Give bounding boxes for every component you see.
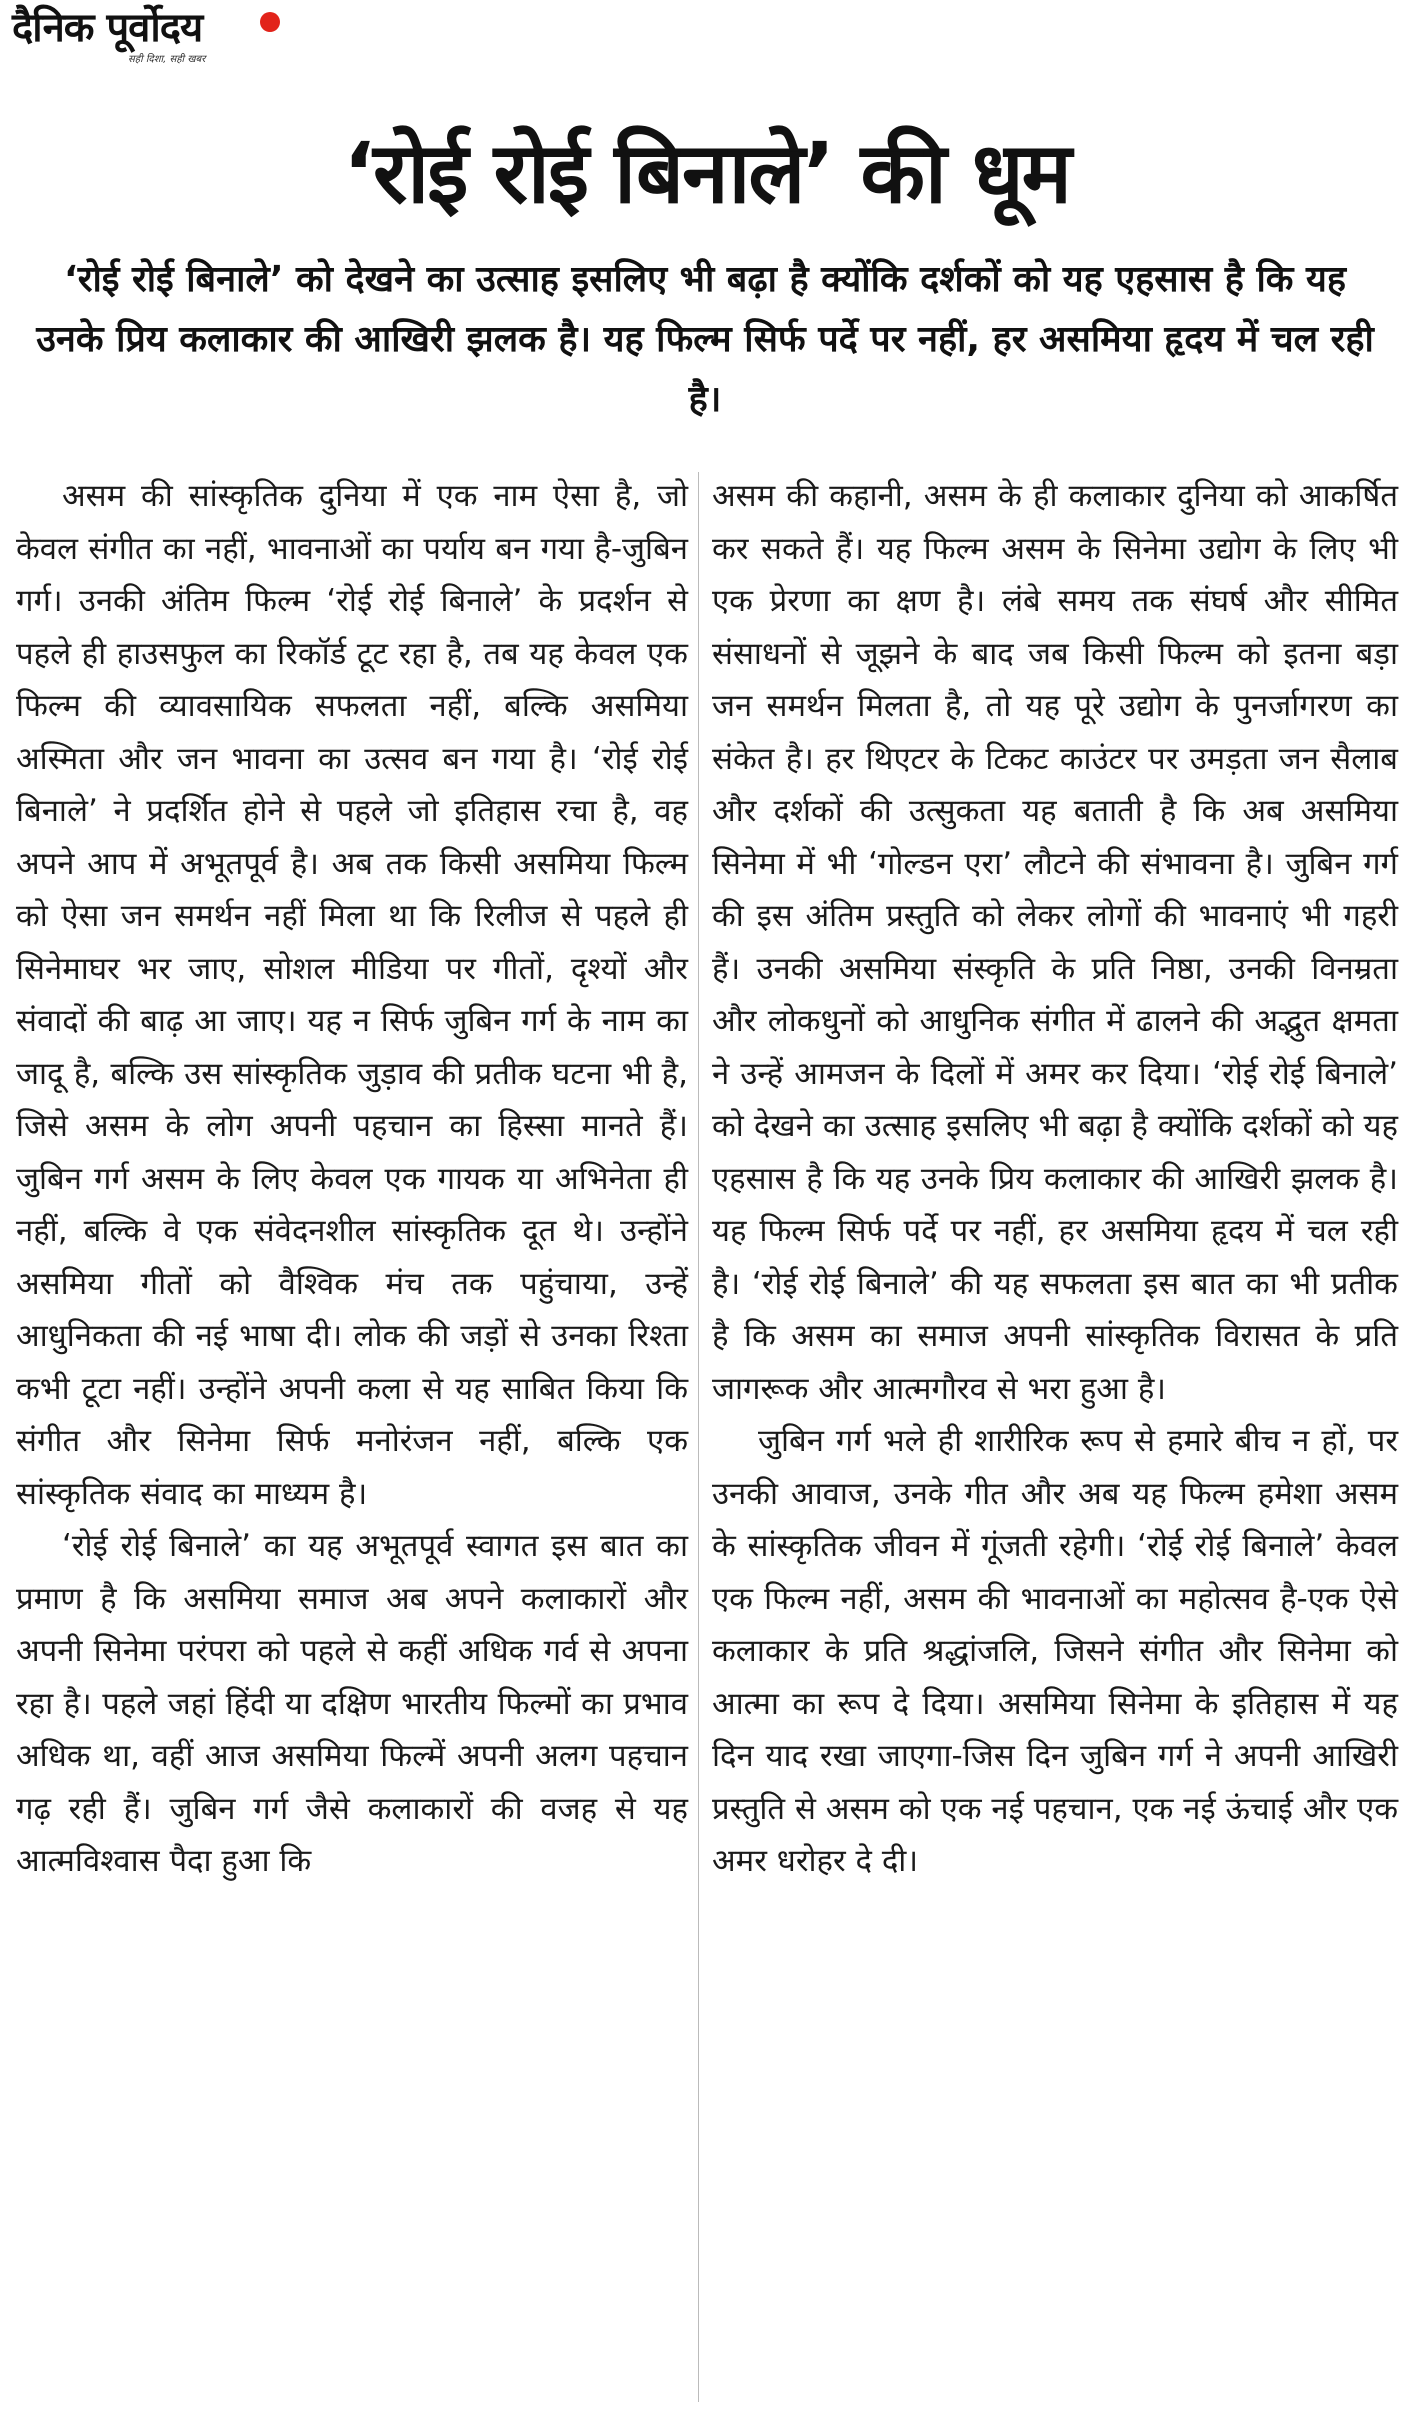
article-headline: ‘रोई रोई बिनाले’ की धूम (343, 124, 1070, 222)
right-paragraph-1: असम की कहानी, असम के ही कलाकार दुनिया को आकर्षित कर सकते हैं। यह फिल्म असम के सिनेमा उद्योग के लिए भी एक प्रेरणा का क्षण है। लंबे समय तक संघर्ष और सीमित संसाधनों से जूझने के बाद जब किसी फिल्म को इतना बड़ा जन समर्थन मिलता है, तो यह पूरे उद्योग के पुनर्जागरण का संकेत है। हर थिएटर के टिकट काउंटर पर उमड़ता जन सैलाब और दर्शकों की उत्सुकता यह बताती है कि अब असमिया सिनेमा में भी ‘गोल्डन एरा’ लौटने की संभावना है। जुबिन गर्ग की इस अंतिम प्रस्तुति को लेकर लोगों की भावनाएं भी गहरी हैं। उनकी असमिया संस्कृति के प्रति निष्ठा, उनकी विनम्रता और लोकधुनों को आधुनिक संगीत में ढालने की अद्भुत क्षमता ने उन्हें आमजन के दिलों में अमर कर दिया। ‘रोई रोई बिनाले’ को देखने का उत्साह इसलिए भी बढ़ा है क्योंकि दर्शकों को यह एहसास है कि यह उनके प्रिय कलाकार की आखिरी झलक है। यह फिल्म सिर्फ पर्दे पर नहीं, हर असमिया हृदय में चल रही है। ‘रोई रोई बिनाले’ की यह सफलता इस बात का भी प्रतीक है कि असम का समाज अपनी सांस्कृतिक विरासत के प्रति जागरूक और आत्मगौरव से भरा हुआ है। (712, 478, 1398, 1407)
newspaper-logo-name: दैनिक पूर्वोदय (12, 5, 203, 51)
logo-dot-icon (260, 12, 280, 32)
left-paragraph-1: असम की सांस्कृतिक दुनिया में एक नाम ऐसा है, जो केवल संगीत का नहीं, भावनाओं का पर्याय बन गया है-जुबिन गर्ग। उनकी अंतिम फिल्म ‘रोई रोई बिनाले’ के प्रदर्शन से पहले ही हाउसफुल का रिकॉर्ड टूट रहा है, तब यह केवल एक फिल्म की व्यावसायिक सफलता नहीं, बल्कि असमिया अस्मिता और जन भावना का उत्सव बन गया है। ‘रोई रोई बिनाले’ ने प्रदर्शित होने से पहले जो इतिहास रचा है, वह अपने आप में अभूतपूर्व है। अब तक किसी असमिया फिल्म को ऐसा जन समर्थन नहीं मिला था कि रिलीज से पहले ही सिनेमाघर भर जाए, सोशल मीडिया पर गीतों, दृश्यों और संवादों की बाढ़ आ जाए। यह न सिर्फ जुबिन गर्ग के नाम का जादू है, बल्कि उस सांस्कृतिक जुड़ाव की प्रतीक घटना भी है, जिसे असम के लोग अपनी पहचान का हिस्सा मानते हैं। जुबिन गर्ग असम के लिए केवल एक गायक या अभिनेता ही नहीं, बल्कि वे एक संवेदनशील सांस्कृतिक दूत थे। उन्होंने असमिया गीतों को वैश्विक मंच तक पहुंचाया, उन्हें आधुनिकता की नई भाषा दी। लोक की जड़ों से उनका रिश्ता कभी टूटा नहीं। उन्होंने अपनी कला से यह साबित किया कि संगीत और सिनेमा सिर्फ मनोरंजन नहीं, बल्कि एक सांस्कृतिक संवाद का माध्यम है। (16, 478, 688, 1512)
right-paragraph-2: जुबिन गर्ग भले ही शारीरिक रूप से हमारे बीच न हों, पर उनकी आवाज, उनके गीत और अब यह फिल्म हमेशा असम के सांस्कृतिक जीवन में गूंजती रहेगी। ‘रोई रोई बिनाले’ केवल एक फिल्म नहीं, असम की भावनाओं का महोत्सव है-एक ऐसे कलाकार के प्रति श्रद्धांजलि, जिसने संगीत और सिनेमा को आत्मा का रूप दे दिया। असमिया सिनेमा के इतिहास में यह दिन याद रखा जाएगा-जिस दिन जुबिन गर्ग ने अपनी आखिरी प्रस्तुति से असम को एक नई पहचान, एक नई ऊंचाई और एक अमर धरोहर दे दी। (712, 1423, 1398, 1879)
article-standfirst: ‘रोई रोई बिनाले’ को देखने का उत्साह इसलिए भी बढ़ा है क्योंकि दर्शकों को यह एहसास है कि यह उनके प्रिय कलाकार की आखिरी झलक है। यह फिल्म सिर्फ पर्दे पर नहीं, हर असमिया हृदय में चल रही है। (36, 259, 1374, 420)
column-divider (698, 472, 699, 2402)
left-paragraph-2: ‘रोई रोई बिनाले’ का यह अभूतपूर्व स्वागत इस बात का प्रमाण है कि असमिया समाज अब अपने कलाकारों और अपनी सिनेमा परंपरा को पहले से कहीं अधिक गर्व से अपना रहा है। पहले जहां हिंदी या दक्षिण भारतीय फिल्मों का प्रभाव अधिक था, वहीं आज असमिया फिल्में अपनी अलग पहचान गढ़ रही हैं। जुबिन गर्ग जैसे कलाकारों की वजह से यह आत्मविश्वास पैदा हुआ कि (16, 1528, 688, 1879)
newspaper-masthead (8, 4, 288, 74)
article-column-right (712, 470, 1398, 1888)
article-column-left (16, 470, 688, 1888)
newspaper-tagline: सही दिशा, सही खबर (128, 54, 206, 65)
